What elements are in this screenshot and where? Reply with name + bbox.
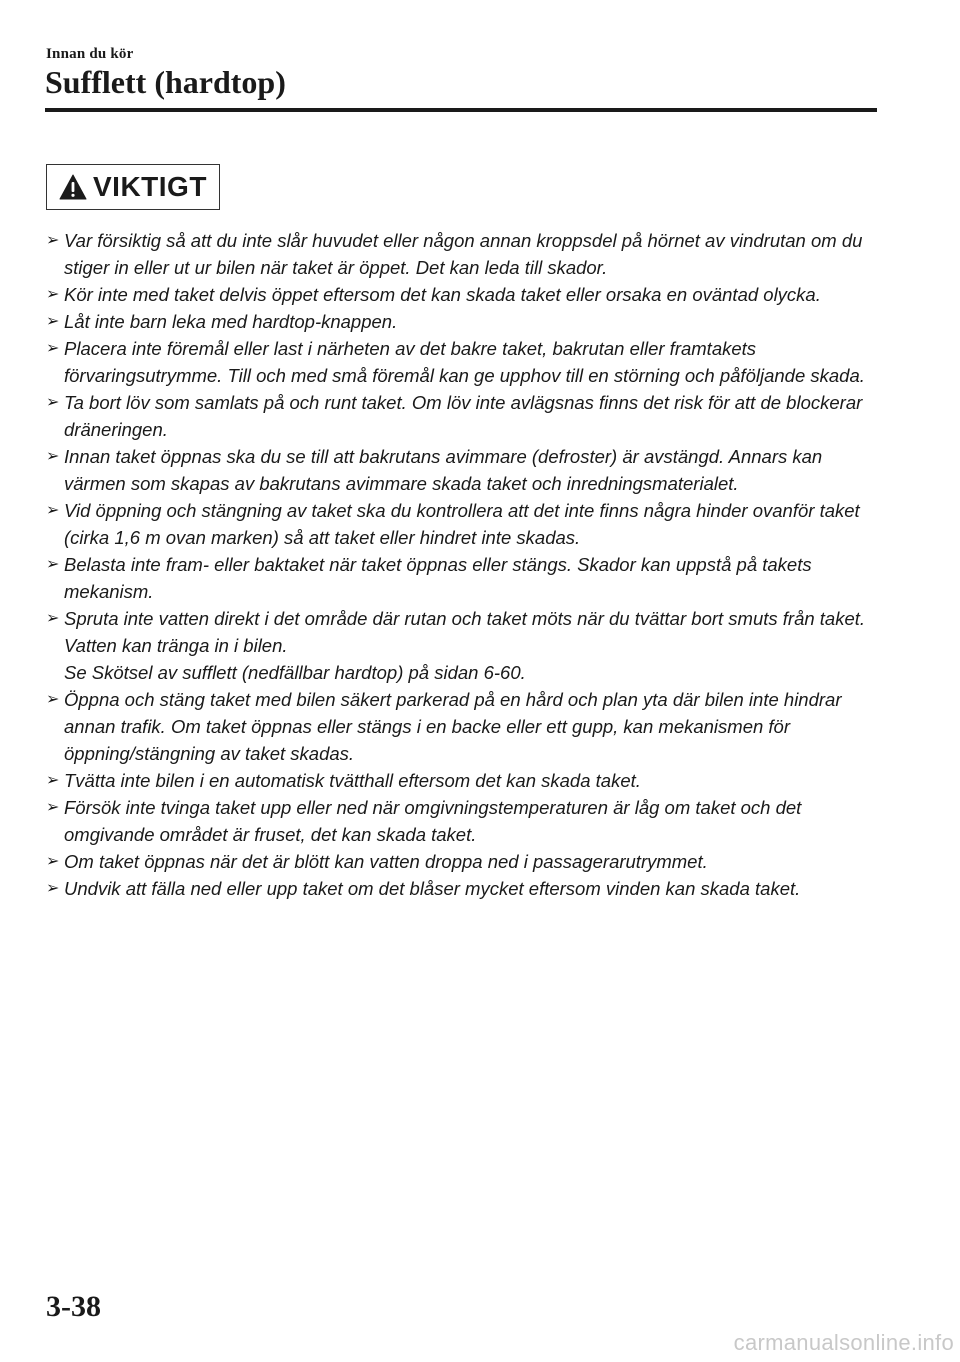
warning-item-text: Belasta inte fram- eller baktaket när taket öppnas eller stängs. Skador kan uppstå på takets mekanism. <box>64 554 812 602</box>
section-label: Innan du kör <box>46 46 134 62</box>
warning-item-text: Undvik att fälla ned eller upp taket om det blåser mycket eftersom vinden kan skada taket. <box>64 878 801 899</box>
bullet-arrow-icon: ➢ <box>46 313 60 330</box>
warning-item <box>46 308 886 335</box>
warning-item-text: Öppna och stäng taket med bilen säkert parkerad på en hård och plan yta där bilen inte hindrar annan trafik. Om taket öppnas eller stängs i en backe eller ett gupp, kan mekanismen för öppning/stängning av taket skadas. <box>64 689 842 764</box>
warning-item <box>46 605 886 686</box>
bullet-arrow-icon: ➢ <box>46 880 60 897</box>
warning-item <box>46 335 886 389</box>
warning-triangle-icon <box>59 174 87 200</box>
watermark: carmanualsonline.info <box>733 1330 954 1355</box>
warning-label: VIKTIGT <box>93 171 207 202</box>
warning-item-text: Låt inte barn leka med hardtop-knappen. <box>64 311 398 332</box>
warning-item-text: Kör inte med taket delvis öppet eftersom det kan skada taket eller orsaka en oväntad olycka. <box>64 284 821 305</box>
warning-item-text: Försök inte tvinga taket upp eller ned när omgivningstemperaturen är låg om taket och det omgivande området är fruset, det kan skada taket. <box>64 797 802 845</box>
warning-box <box>46 164 220 210</box>
bullet-arrow-icon: ➢ <box>46 394 60 411</box>
warning-item-text: Vid öppning och stängning av taket ska du kontrollera att det inte finns några hinder ovanför taket (cirka 1,6 m ovan marken) så att taket eller hindret inte skadas. <box>64 500 860 548</box>
warning-item <box>46 848 886 875</box>
warning-item <box>46 227 886 281</box>
cross-reference-text: Se Skötsel av sufflett (nedfällbar hardtop) på sidan 6-60. <box>64 662 526 683</box>
bullet-arrow-icon: ➢ <box>46 556 60 573</box>
warning-item <box>46 794 886 848</box>
warning-item-text: Var försiktig så att du inte slår huvudet eller någon annan kroppsdel på hörnet av vindrutan om du stiger in eller ut ur bilen när taket är öppet. Det kan leda till skador. <box>64 230 863 278</box>
warning-item <box>46 686 886 767</box>
warning-item <box>46 875 886 902</box>
bullet-arrow-icon: ➢ <box>46 853 60 870</box>
warning-item-text: Ta bort löv som samlats på och runt taket. Om löv inte avlägsnas finns det risk för att de blockerar dräneringen. <box>64 392 863 440</box>
warning-item <box>46 443 886 497</box>
warning-item-text: Tvätta inte bilen i en automatisk tvätthall eftersom det kan skada taket. <box>64 770 641 791</box>
bullet-arrow-icon: ➢ <box>46 286 60 303</box>
bullet-arrow-icon: ➢ <box>46 232 60 249</box>
warning-item-text: Spruta inte vatten direkt i det område där rutan och taket möts när du tvättar bort smuts från taket. Vatten kan tränga in i bilen. <box>64 608 866 656</box>
warning-item <box>46 551 886 605</box>
warning-list <box>46 227 886 902</box>
title-rule <box>45 108 877 112</box>
warning-item <box>46 281 886 308</box>
bullet-arrow-icon: ➢ <box>46 448 60 465</box>
bullet-arrow-icon: ➢ <box>46 772 60 789</box>
bullet-arrow-icon: ➢ <box>46 502 60 519</box>
warning-item <box>46 497 886 551</box>
bullet-arrow-icon: ➢ <box>46 340 60 357</box>
bullet-arrow-icon: ➢ <box>46 799 60 816</box>
warning-item-text: Innan taket öppnas ska du se till att bakrutans avimmare (defroster) är avstängd. Annars kan värmen som skapas av bakrutans avimmare skada taket och inredningsmaterialet. <box>64 446 823 494</box>
bullet-arrow-icon: ➢ <box>46 691 60 708</box>
warning-item <box>46 767 886 794</box>
page-title: Sufflett (hardtop) <box>45 64 286 100</box>
warning-item-text: Placera inte föremål eller last i närheten av det bakre taket, bakrutan eller framtakets förvaringsutrymme. Till och med små föremål kan ge upphov till en störning och påföljande skada. <box>64 338 865 386</box>
bullet-arrow-icon: ➢ <box>46 610 60 627</box>
warning-item-text: Om taket öppnas när det är blött kan vatten droppa ned i passagerarutrymmet. <box>64 851 708 872</box>
warning-item <box>46 389 886 443</box>
page-number: 3-38 <box>46 1290 101 1323</box>
